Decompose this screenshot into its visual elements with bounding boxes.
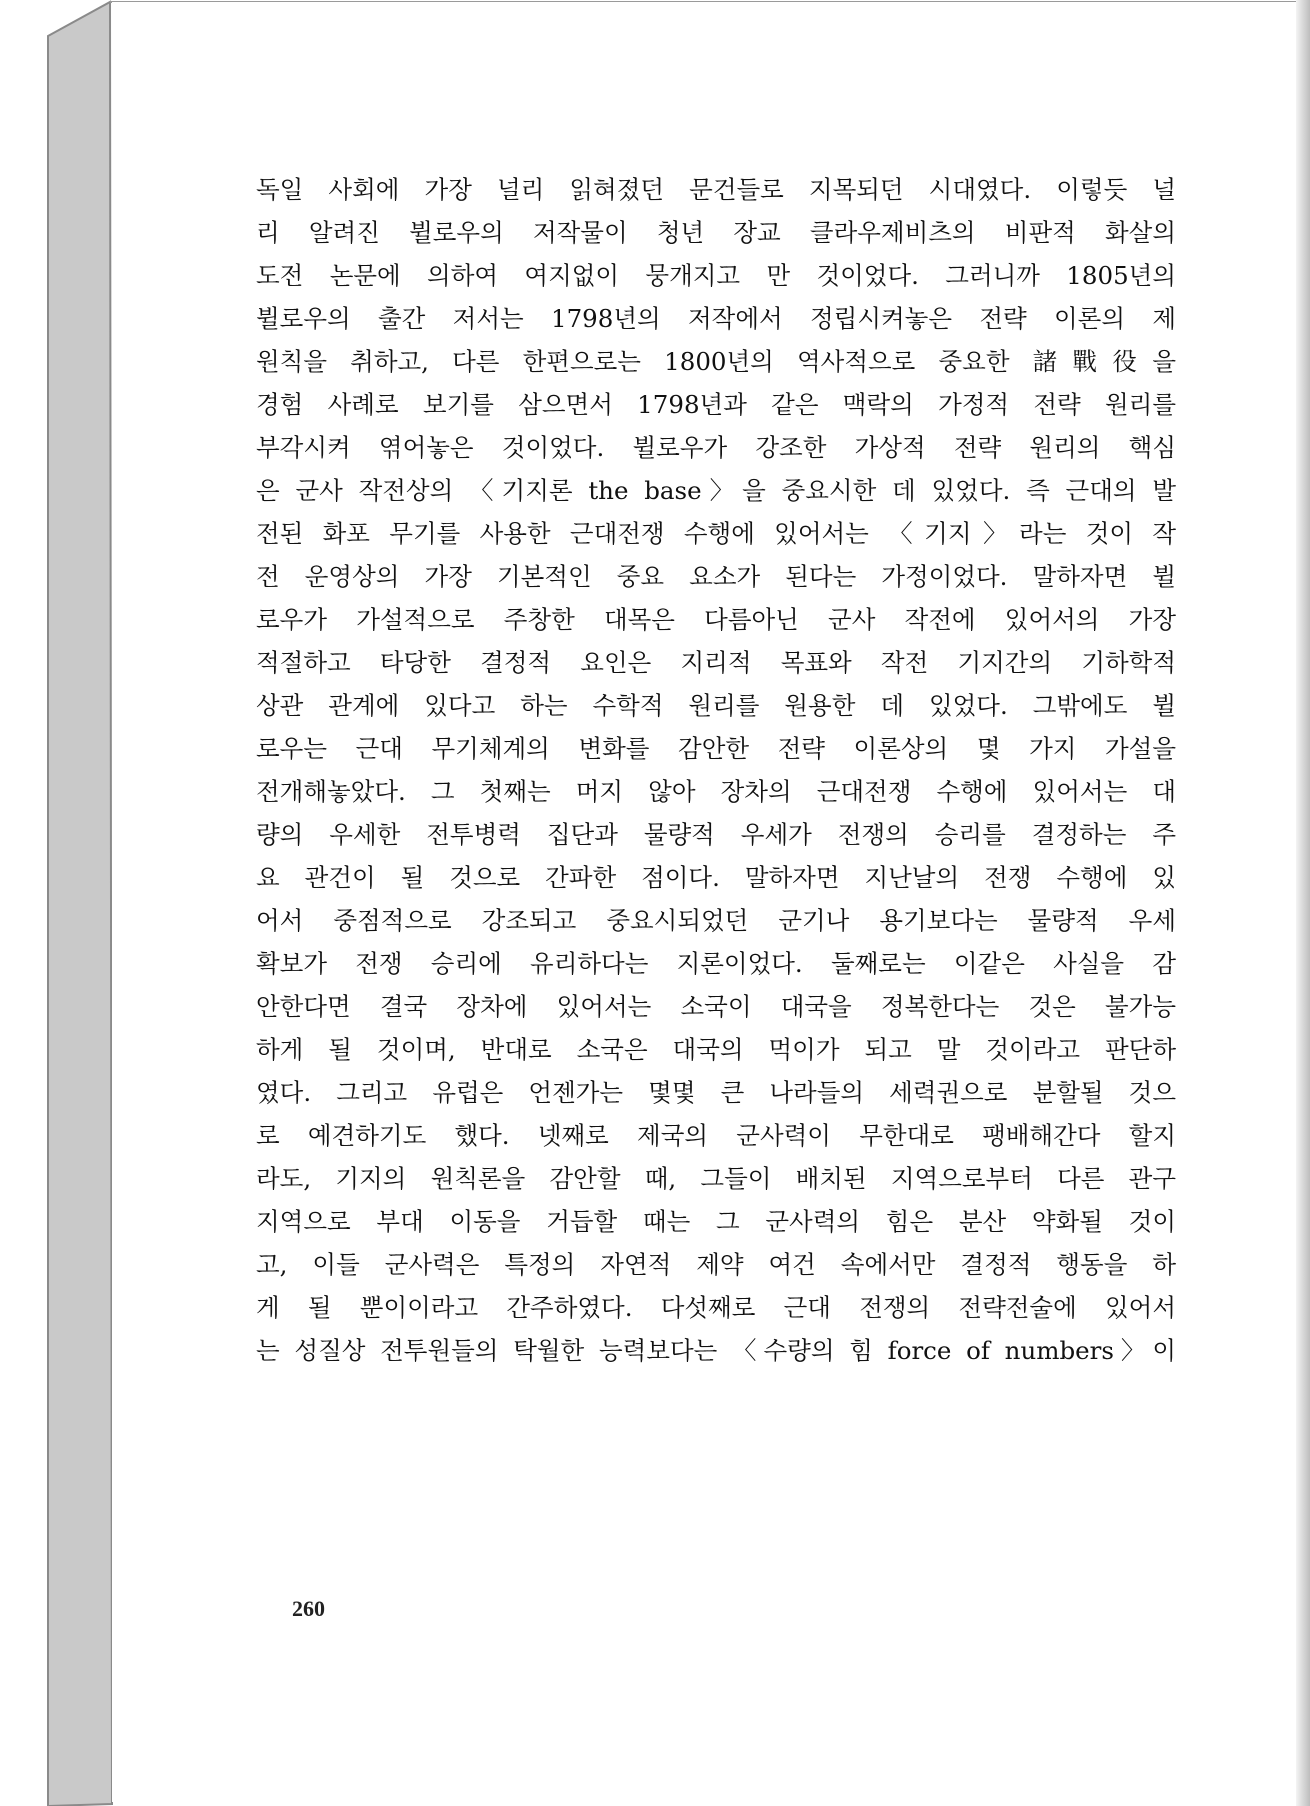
text-line: 뷜로우의 출간 저서는 1798년의 저작에서 정립시켜놓은 전략 이론의 제 bbox=[256, 304, 1176, 333]
text-line: 어서 중점적으로 강조되고 중요시되었던 군기나 용기보다는 물량적 우세 bbox=[256, 906, 1176, 935]
text-line: 상관 관계에 있다고 하는 수학적 원리를 원용한 데 있었다. 그밖에도 뷜 bbox=[256, 691, 1176, 720]
text-line: 원칙을 취하고, 다른 한편으로는 1800년의 역사적으로 중요한 諸戰役을 bbox=[256, 347, 1176, 376]
text-line: 지역으로 부대 이동을 거듭할 때는 그 군사력의 힘은 분산 약화될 것이 bbox=[256, 1207, 1176, 1236]
text-line: 로우가 가설적으로 주창한 대목은 다름아닌 군사 작전에 있어서의 가장 bbox=[256, 605, 1176, 634]
text-line: 로 예견하기도 했다. 넷째로 제국의 군사력이 무한대로 팽배해간다 할지 bbox=[256, 1121, 1176, 1150]
text-line: 게 될 뿐이이라고 간주하였다. 다섯째로 근대 전쟁의 전략전술에 있어서 bbox=[256, 1293, 1176, 1322]
text-line: 요 관건이 될 것으로 간파한 점이다. 말하자면 지난날의 전쟁 수행에 있 bbox=[256, 863, 1176, 892]
text-line: 독일 사회에 가장 널리 읽혀졌던 문건들로 지목되던 시대였다. 이렇듯 널 bbox=[256, 175, 1176, 204]
text-line: 전 운영상의 가장 기본적인 중요 요소가 된다는 가정이었다. 말하자면 뷜 bbox=[256, 562, 1176, 591]
text-line: 량의 우세한 전투병력 집단과 물량적 우세가 전쟁의 승리를 결정하는 주 bbox=[256, 820, 1176, 849]
text-line: 리 알려진 뷜로우의 저작물이 청년 장교 클라우제비츠의 비판적 화살의 bbox=[256, 218, 1176, 247]
text-line: 은 군사 작전상의 〈기지론 the base〉을 중요시한 데 있었다. 즉 근대의 발 bbox=[256, 476, 1176, 505]
text-line: 도전 논문에 의하여 여지없이 뭉개지고 만 것이었다. 그러니까 1805년의 bbox=[256, 261, 1176, 290]
page-number: 260 bbox=[292, 1596, 325, 1621]
text-line: 전된 화포 무기를 사용한 근대전쟁 수행에 있어서는 〈기지〉라는 것이 작 bbox=[256, 519, 1176, 548]
text-line: 확보가 전쟁 승리에 유리하다는 지론이었다. 둘째로는 이같은 사실을 감 bbox=[256, 949, 1176, 978]
text-line: 로우는 근대 무기체계의 변화를 감안한 전략 이론상의 몇 가지 가설을 bbox=[256, 734, 1176, 763]
text-line: 라도, 기지의 원칙론을 감안할 때, 그들이 배치된 지역으로부터 다른 관구 bbox=[256, 1164, 1176, 1193]
text-line: 안한다면 결국 장차에 있어서는 소국이 대국을 정복한다는 것은 불가능 bbox=[256, 992, 1176, 1021]
text-line: 전개해놓았다. 그 첫째는 머지 않아 장차의 근대전쟁 수행에 있어서는 대 bbox=[256, 777, 1176, 806]
text-line: 하게 될 것이며, 반대로 소국은 대국의 먹이가 되고 말 것이라고 판단하 bbox=[256, 1035, 1176, 1064]
text-line: 는 성질상 전투원들의 탁월한 능력보다는 〈수량의 힘 force of numbers〉이 bbox=[256, 1336, 1176, 1365]
page-edge-shadow bbox=[1296, 0, 1310, 1806]
text-line: 였다. 그리고 유럽은 언젠가는 몇몇 큰 나라들의 세력권으로 분할될 것으 bbox=[256, 1078, 1176, 1107]
text-line: 적절하고 타당한 결정적 요인은 지리적 목표와 작전 기지간의 기하학적 bbox=[256, 648, 1176, 677]
text-line: 부각시켜 엮어놓은 것이었다. 뷜로우가 강조한 가상적 전략 원리의 핵심 bbox=[256, 433, 1176, 462]
body-text bbox=[256, 168, 1176, 1372]
text-line: 경험 사례로 보기를 삼으면서 1798년과 같은 맥락의 가정적 전략 원리를 bbox=[256, 390, 1176, 419]
text-line: 고, 이들 군사력은 특정의 자연적 제약 여건 속에서만 결정적 행동을 하 bbox=[256, 1250, 1176, 1279]
